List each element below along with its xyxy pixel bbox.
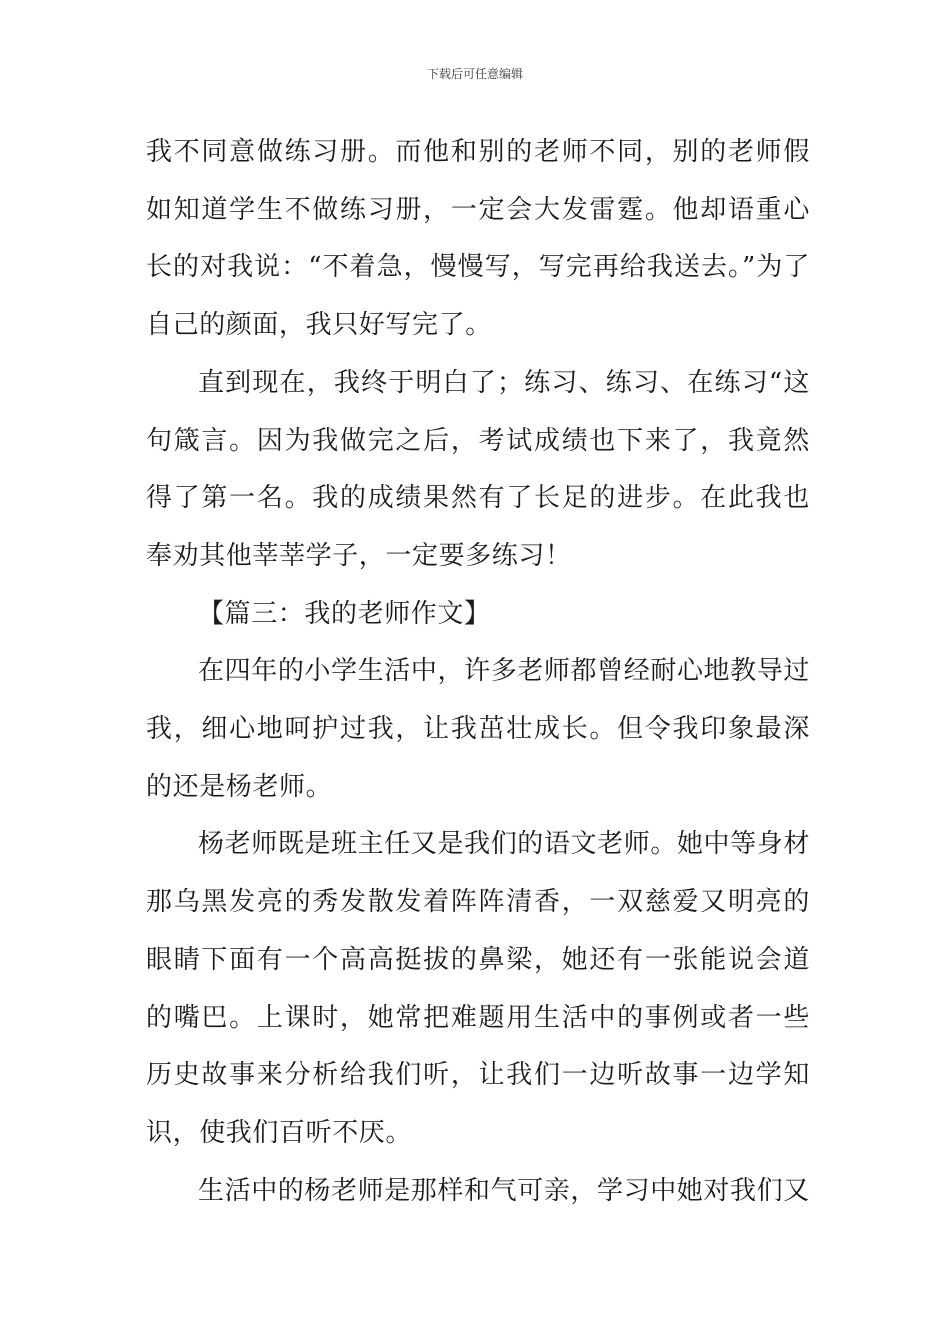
paragraph-continuation: 我不同意做练习册。而他和别的老师不同，别的老师假如知道学生不做练习册，一定会大发雷霆。他却语重心长的对我说：“不着急，慢慢写，写完再给我送去。”为了自己的颜面，我只好写完了。 xyxy=(146,137,810,341)
section-heading: 【篇三：我的老师作文】 xyxy=(198,598,491,629)
paragraph-partial: 生活中的杨老师是那样和气可亲，学习中她对我们又 xyxy=(198,1175,810,1206)
document-body xyxy=(146,124,810,1220)
paragraph-intro: 在四年的小学生活中，许多老师都曾经耐心地教导过我，细心地呵护过我，让我茁壮成长。但令我印象最深的还是杨老师。 xyxy=(146,656,810,802)
paragraph-description: 杨老师既是班主任又是我们的语文老师。她中等身材那乌黑发亮的秀发散发着阵阵清香，一双慈爱又明亮的眼睛下面有一个高高挺拔的鼻梁，她还有一张能说会道的嘴巴。上课时，她常把难题用生活中的事例或者一些历史故事来分析给我们听，让我们一边听故事一边学知识，使我们百听不厌。 xyxy=(146,829,810,1148)
page-header: 下载后可任意编辑 xyxy=(426,67,523,81)
paragraph-conclusion: 直到现在，我终于明白了；练习、练习、在练习“这句箴言。因为我做完之后，考试成绩也下来了，我竟然得了第一名。我的成绩果然有了长足的进步。在此我也奉劝其他莘莘学子，一定要多练习！ xyxy=(146,367,810,571)
